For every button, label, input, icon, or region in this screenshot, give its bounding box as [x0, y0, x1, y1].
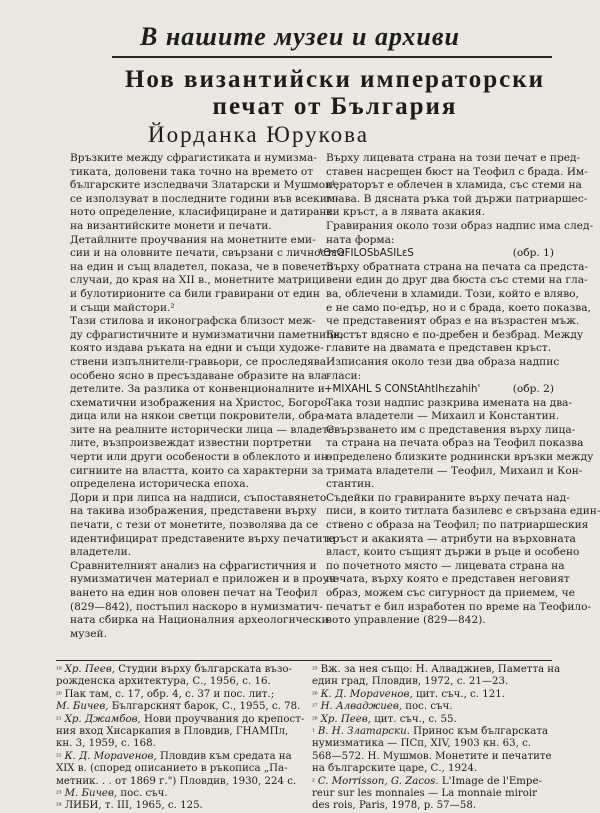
footnote-text: Пловдив към средата на	[159, 750, 292, 762]
footnote-text: ния вход Хисаркапия в Пловдив, ГНАМПл,	[56, 726, 289, 738]
inscription-2-row	[312, 383, 554, 397]
footnotes-right	[312, 664, 561, 813]
footnote-author: В. Н. Златарски.	[317, 726, 410, 738]
text-line: (829—842), постъпил наскоро в нумизматич-	[70, 600, 323, 613]
article-title-line-2: печат от България	[212, 93, 458, 120]
text-line: сии и на оловните печати, свързани с личността	[70, 247, 345, 260]
text-line: дица или на някои светци покровители, обра-	[70, 410, 328, 423]
text-line: особено ясно в пресъздаване образите на вла-	[70, 369, 331, 382]
footnote-line	[56, 800, 301, 812]
text-line: идентифицират представените върху печатите	[70, 532, 335, 545]
text-line: на такива изображения, представени върху	[70, 505, 317, 518]
footnote-author: К. Д. Мораveнов,	[64, 750, 157, 762]
footnote-text: XIX в. (според описанието в ръкописа „Па-	[56, 763, 288, 775]
footnote-line	[56, 664, 301, 676]
footnote-text: метник. . . от 1869 г.") Пловдив, 1930, 224 с.	[56, 775, 297, 787]
text-line: гласи:	[326, 369, 362, 382]
text-line: ва, облечени в хламиди. Този, който е вляво,	[326, 287, 579, 300]
text-line: Върху обратната страна на печата са предста-	[326, 260, 589, 273]
text-line: Тази стилова и иконографска близост меж-	[70, 315, 316, 328]
paragraph-names-revealed	[312, 396, 573, 424]
footnote-text: цит. съч., с. 55.	[374, 713, 457, 725]
text-line: ствено с образа на Теофил; по патриаршеския	[326, 519, 589, 532]
footnote-line	[312, 664, 561, 676]
footnote-line	[56, 676, 301, 688]
text-line: определено близките роднински връзки между	[326, 451, 594, 464]
paragraph-conclusion	[312, 491, 600, 628]
text-line: ствени изпълнители-гравьори, се проследява	[70, 355, 327, 368]
footnote-line	[56, 713, 305, 726]
footnote-line	[312, 676, 554, 688]
footnote-number: ²⁶	[312, 690, 318, 699]
footnote-number: ²	[312, 777, 315, 786]
text-line: Върху лицевата страна на този печат е пред-	[326, 152, 581, 164]
paragraph-reverse-description	[312, 260, 591, 356]
inscription-2: +MIXAHL S CONStAhtIhεzahih'	[324, 384, 481, 396]
footnote-text: Вж. за нея също: Н. Алваджиев, Паметта на	[320, 664, 561, 675]
text-line: власт, които същият държи в ръце и особено	[326, 546, 580, 559]
text-line: Детайлните проучвания на монетните еми-	[70, 233, 316, 246]
footnote-line	[56, 738, 301, 750]
left-paragraph	[56, 491, 335, 560]
footnote-line	[56, 788, 301, 800]
footnote-line	[56, 776, 301, 788]
footnote-text: 568—572. Н. Мушмов. Монетите и печатите	[312, 750, 552, 762]
footnote-number: ²⁸	[312, 715, 318, 724]
footnote-author: Хр. Джамбов,	[64, 713, 141, 725]
footnote-number: ²¹	[56, 715, 62, 724]
footnote-number: ²²	[56, 752, 62, 761]
section-divider	[112, 56, 552, 58]
text-line: детелите. За разлика от конвенционалните и	[70, 383, 325, 396]
footnote-line	[56, 726, 301, 738]
footnote-author: К. Д. Мораveнов,	[320, 688, 413, 700]
text-line: печата, върху която е представен неговият	[326, 573, 570, 586]
footnote-author: Хр. Пеев,	[64, 664, 115, 675]
footnote-text: на българските царе, С., 1924.	[312, 763, 478, 775]
footnote-line	[312, 689, 554, 701]
footnote-line	[56, 689, 301, 701]
text-line: та страна на печата образ на Теофил показва	[326, 437, 584, 450]
footnote-text: пос. съч.	[405, 701, 453, 713]
footnote-text: нумизматика — ПСп, XIV, 1903 кн. 63, с.	[312, 738, 532, 750]
text-line: ната форма:	[326, 233, 395, 246]
footnote-text: рожденска архитектура, С., 1956, с. 16.	[56, 676, 271, 688]
footnote-number: ²⁴	[56, 802, 62, 811]
footnote-line	[312, 800, 554, 812]
footnote-line	[312, 726, 554, 738]
text-line: Изписания около тези два образа надпис	[326, 355, 560, 368]
section-title: В нашите музеи и архиви	[140, 22, 460, 51]
footnote-text: reur sur les monnaies — La monnaie miroir	[312, 788, 538, 800]
text-line: стантин.	[326, 478, 375, 491]
left-paragraph	[56, 559, 340, 642]
text-line: Така този надпис разкрива имената на два-	[326, 396, 573, 409]
footnote-number: ²⁰	[56, 690, 62, 699]
footnote-line	[312, 776, 554, 788]
article-title-line-1: Нов византийски императорски	[124, 66, 546, 93]
inscription-1: *ΘεOFILOSbASILεS	[318, 248, 414, 260]
inscription-2-figure-ref: (обр. 2)	[512, 383, 554, 396]
footnote-text: L'Image de l'Empe-	[441, 775, 542, 787]
text-line: вото управление (829—842).	[326, 614, 486, 627]
footnote-text: пос. съч.	[120, 788, 168, 800]
text-line: глава. В дясната ръка той държи патриаршес-	[326, 192, 588, 205]
text-line: Връзките между сфрагистиката и нумизма-	[70, 152, 317, 164]
footnote-text: des rois, Paris, 1978, p. 57—58.	[312, 800, 477, 812]
footnote-line	[312, 788, 554, 800]
text-line: ки кръст, а в лявата акакия.	[326, 206, 485, 219]
text-line: зите на реалните исторически лица — владете-	[70, 423, 338, 436]
text-line: лите, възпроизвеждат известни портретни	[70, 437, 312, 450]
text-line: определена историческа епоха.	[70, 478, 249, 491]
footnotes-left	[56, 664, 305, 813]
text-line: е не само по-едър, но и с брада, което показва,	[326, 301, 591, 314]
text-line: на един и същ владетел, показа, че в повечето	[70, 260, 334, 273]
paragraph-obverse-description	[312, 152, 588, 220]
footnote-text: цит. съч., с. 121.	[415, 688, 505, 700]
text-line: мата владетели — Михаил и Константин.	[326, 410, 560, 423]
footnote-line	[312, 738, 554, 750]
footnote-line	[56, 701, 301, 713]
text-line: Свързването им с представения върху лица-	[326, 423, 576, 436]
text-line: ператорът е облечен в хламида, със стеми на	[326, 179, 582, 192]
footnote-line	[56, 751, 301, 763]
text-line: ставен насрещен бюст на Теофил с брада. Им-	[326, 165, 588, 178]
footnote-author: C. Morrisson, G. Zacos.	[317, 775, 439, 787]
article-title	[120, 66, 550, 120]
text-line: писи, в които титлата базилевс е свързана един-	[326, 505, 600, 518]
inscription-1-figure-ref: (обр. 1)	[512, 247, 554, 260]
text-line: се използуват в последните години във всеким-	[70, 192, 339, 205]
text-line: владетели.	[70, 546, 132, 559]
footnote-line	[56, 763, 301, 775]
text-line: че представеният образ е на възрастен мъж.	[326, 315, 580, 328]
text-line: българските изследвачи Златарски и Мушмов¹,	[70, 179, 339, 192]
text-line: схематични изображения на Христос, Богоро-	[70, 396, 331, 409]
footnote-text: Студии върху българската възо-	[118, 664, 292, 675]
text-line: случаи, до края на XII в., монетните матрици	[70, 274, 326, 287]
text-line: кръст и акакията — атрибути на върховната	[326, 532, 576, 545]
text-line: ната сбирка на Националния археологически	[70, 614, 329, 627]
footnote-author: М. Бичев,	[56, 701, 109, 713]
text-line: тримата владетели — Теофил, Михаил и Кон-	[326, 464, 583, 477]
footnote-text: кн. 3, 1959, с. 168.	[56, 738, 156, 750]
text-line: главите на двамата е представен кръст.	[326, 342, 552, 355]
text-line: Гравирания около този образ надпис има след-	[326, 219, 594, 232]
footnote-line	[312, 701, 554, 713]
text-line: Съдейки по гравираните върху печата над-	[326, 491, 570, 504]
text-line: образ, можем със сигурност да приемем, че	[326, 587, 575, 599]
footnote-author: Хр. Пеев,	[320, 713, 371, 725]
footnote-text: един град, Пловдив, 1972, с. 21—23.	[312, 676, 509, 688]
footnote-number: ²³	[56, 790, 62, 799]
footnote-author: М. Бичев,	[64, 788, 118, 800]
footnote-author: Н. Алваджиев,	[320, 701, 402, 713]
footnote-number: ¹⁹	[56, 666, 62, 674]
text-line: ването на един нов оловен печат на Теофил	[70, 587, 318, 599]
footnote-text: Пак там, с. 17, обр. 4, с. 37 и пос. лит.;	[64, 688, 275, 700]
text-line: ду сфрагистичните и нумизматични паметници,	[70, 328, 344, 341]
footnote-line	[312, 751, 554, 763]
text-line: по почетното място — лицевата страна на	[326, 559, 565, 572]
text-line: черти или други особености в облеклото и ин-	[70, 451, 332, 464]
text-line: печати, с тези от монетите, позволява да се	[70, 519, 319, 532]
text-line: сигниите на властта, които са характерни за	[70, 464, 324, 477]
footnote-number: ¹	[312, 728, 315, 737]
footnote-line	[312, 763, 554, 775]
text-line: вени един до друг два бюста със стеми на гла-	[326, 274, 588, 287]
left-paragraph	[56, 233, 345, 316]
right-text-column	[312, 152, 600, 628]
text-line: печатът е бил изработен по време на Теофило-	[326, 600, 592, 613]
article-author: Йорданка Юрукова	[148, 122, 369, 147]
footnote-text: Българският барок, С., 1955, с. 78.	[111, 701, 301, 713]
inscription-1-row	[312, 247, 554, 261]
text-line: Бюстът вдясно е по-дребен и безбрад. Между	[326, 328, 584, 341]
paragraph-family-relations	[312, 423, 594, 492]
text-line: и същи майстори.²	[70, 301, 175, 314]
footnote-number: ²⁷	[312, 703, 318, 712]
footnote-text: Нови проучвания до крепост-	[144, 713, 305, 725]
text-line: нумизматичен материал е приложен и в проуч-	[70, 573, 340, 586]
paragraph-inscription-intro-1	[312, 219, 594, 247]
text-line: тиката, доловени така точно на времето от	[70, 165, 314, 178]
text-line: музей.	[70, 627, 107, 640]
footnote-text: Принос към българската	[413, 726, 549, 738]
text-line: която издава ръката на едни и същи художе-	[70, 342, 324, 355]
footnote-line	[312, 714, 554, 726]
footnote-number: ²⁵	[312, 666, 318, 674]
text-line: и булотирионите са били гравирани от един	[70, 287, 320, 300]
footnote-text: ЛИБИ, т. III, 1965, с. 125.	[64, 800, 203, 812]
footnote-divider	[56, 660, 552, 661]
text-line: ното определение, класифициране и датиране	[70, 206, 333, 219]
left-paragraph	[56, 152, 339, 234]
text-line: Сравнителният анализ на сфрагистичния и	[70, 559, 317, 572]
paragraph-inscription-intro-2	[312, 355, 560, 383]
text-line: на византийските монети и печати.	[70, 219, 272, 232]
text-line: Дори и при липса на надписи, съпоставянето	[70, 491, 327, 504]
